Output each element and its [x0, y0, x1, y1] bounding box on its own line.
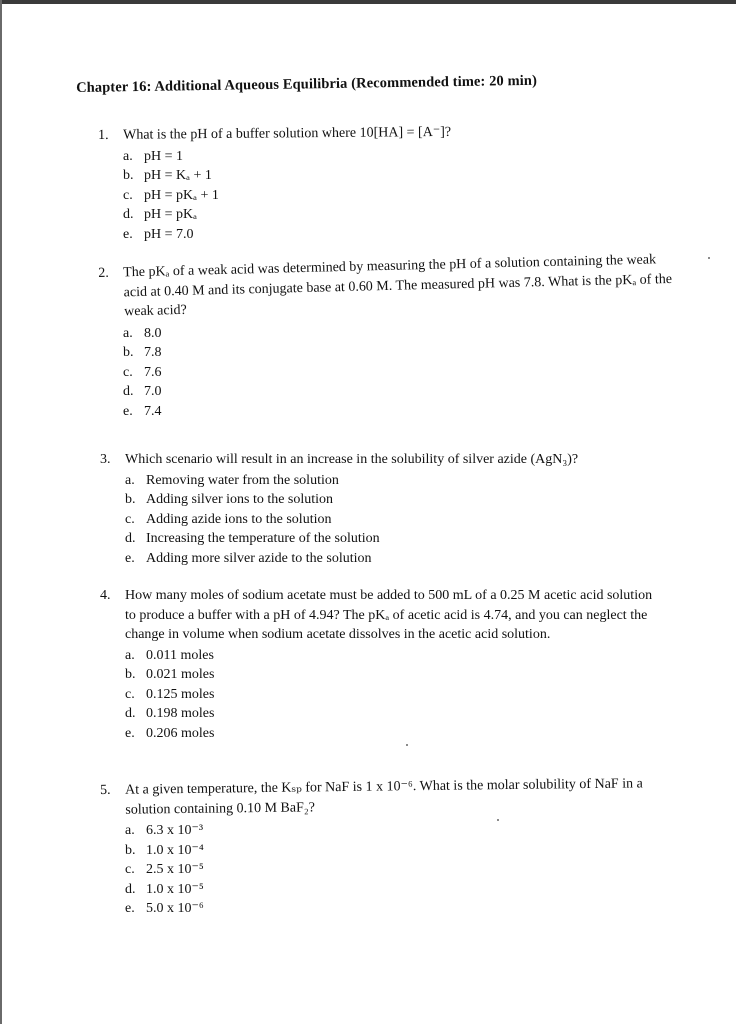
option-c — [123, 186, 658, 206]
option-text: pH = Kₐ + 1 — [144, 168, 212, 183]
question-4 — [100, 586, 660, 743]
option-letter: c. — [123, 187, 133, 203]
scan-speck — [497, 819, 499, 821]
question-number: 5. — [100, 782, 111, 798]
option-letter: b. — [125, 492, 136, 507]
option-text: pH = pKₐ — [144, 207, 197, 222]
option-letter: e. — [125, 725, 135, 741]
option-b — [125, 665, 660, 685]
option-a — [123, 324, 674, 344]
option-list — [98, 147, 658, 245]
option-letter: e. — [123, 226, 133, 242]
scan-speck — [708, 257, 710, 259]
option-e — [123, 402, 674, 422]
scan-speck — [406, 744, 408, 746]
option-d — [123, 205, 658, 225]
option-list — [100, 821, 680, 919]
option-letter: c. — [125, 686, 135, 702]
option-b — [125, 841, 680, 861]
option-text: 0.125 moles — [146, 686, 215, 702]
option-text: Adding more silver azide to the solution — [146, 550, 372, 566]
option-d — [125, 704, 660, 724]
option-letter: c. — [125, 862, 135, 877]
question-3 — [100, 450, 660, 568]
option-a — [125, 821, 680, 841]
option-list — [100, 471, 660, 569]
option-text: pH = pKₐ + 1 — [144, 187, 219, 203]
option-letter: b. — [125, 667, 136, 682]
question-2-stem — [98, 250, 675, 323]
option-text: pH = 1 — [144, 148, 184, 164]
question-4-stem — [100, 586, 660, 645]
option-letter: e. — [125, 901, 135, 916]
option-letter: b. — [123, 345, 134, 360]
option-d — [123, 382, 674, 402]
option-text: 8.0 — [144, 325, 162, 341]
option-letter: c. — [125, 511, 135, 527]
option-a — [123, 147, 658, 167]
option-letter: b. — [123, 168, 134, 183]
option-text: 7.8 — [144, 345, 162, 360]
question-5 — [100, 776, 680, 919]
option-letter: e. — [123, 403, 133, 419]
option-letter: d. — [125, 531, 136, 546]
option-text: pH = 7.0 — [144, 226, 194, 242]
option-e — [125, 549, 660, 569]
left-border — [0, 0, 2, 1024]
option-letter: d. — [125, 881, 136, 897]
option-text: 7.6 — [144, 364, 162, 380]
option-letter: d. — [123, 384, 134, 399]
option-letter: d. — [123, 207, 134, 222]
question-text: At a given temperature, the Kₛₚ for NaF is 1 x 10⁻⁶. What is the molar solubility of NaF in a solution containing 0.10 M BaF₂? — [125, 776, 643, 818]
question-text: Which scenario will result in an increase in the solubility of silver azide (AgN₃)? — [125, 452, 579, 467]
option-list — [98, 324, 674, 422]
option-letter: a. — [123, 148, 133, 164]
option-c — [125, 685, 660, 705]
option-d — [125, 529, 660, 549]
option-letter: a. — [125, 823, 135, 838]
option-text: 6.3 x 10⁻³ — [146, 823, 204, 838]
option-a — [125, 471, 660, 491]
top-border — [0, 0, 736, 4]
question-number: 4. — [100, 588, 111, 603]
option-text: Adding silver ions to the solution — [146, 492, 334, 507]
question-number: 2. — [98, 265, 109, 281]
question-2 — [98, 252, 674, 421]
option-d — [125, 880, 680, 900]
option-c — [123, 363, 674, 383]
option-e — [125, 899, 680, 919]
option-text: 7.0 — [144, 384, 162, 399]
option-letter: a. — [123, 325, 133, 341]
option-letter: e. — [125, 550, 135, 566]
option-text: Adding azide ions to the solution — [146, 511, 332, 527]
option-c — [125, 860, 680, 880]
option-text: 1.0 x 10⁻⁴ — [146, 842, 204, 858]
option-text: 0.011 moles — [146, 647, 214, 663]
question-3-stem — [100, 450, 660, 470]
option-text: 2.5 x 10⁻⁵ — [146, 862, 204, 877]
option-e — [125, 724, 660, 744]
question-text: How many moles of sodium acetate must be added to 500 mL of a 0.25 M acetic acid solution to produce a buffer with a pH of 4.94? The pKₐ of acetic acid is 4.74, and you can neglect the change in volume when sodium acetate dissolves in the acetic acid solution. — [125, 588, 653, 642]
question-5-stem — [100, 774, 680, 820]
option-b — [123, 166, 658, 186]
option-letter: b. — [125, 842, 136, 858]
option-e — [123, 225, 658, 245]
option-text: 0.198 moles — [146, 706, 215, 721]
option-list — [100, 646, 660, 744]
option-c — [125, 510, 660, 530]
option-text: 0.206 moles — [146, 725, 215, 741]
question-number: 3. — [100, 452, 111, 467]
option-text: 1.0 x 10⁻⁵ — [146, 881, 204, 897]
option-letter: d. — [125, 706, 136, 721]
question-text: The pKₐ of a weak acid was determined by measuring the pH of a solution containing the weak acid at 0.40 M and its conjugate base at 0.60 M. The measured pH was 7.8. What is the pKₐ of the weak acid? — [123, 252, 673, 320]
option-letter: c. — [123, 364, 133, 380]
option-text: 7.4 — [144, 403, 162, 419]
option-a — [125, 646, 660, 666]
question-text: What is the pH of a buffer solution where 10[HA] = [A⁻]? — [123, 124, 452, 143]
question-1 — [98, 126, 658, 244]
option-b — [123, 343, 674, 363]
question-1-stem — [98, 121, 658, 145]
question-number: 1. — [98, 127, 109, 143]
page-title: Chapter 16: Additional Aqueous Equilibria (Recommended time: 20 min) — [76, 72, 538, 96]
option-text: Removing water from the solution — [146, 472, 339, 488]
option-text: 0.021 moles — [146, 667, 215, 682]
option-b — [125, 490, 660, 510]
option-text: Increasing the temperature of the solution — [146, 531, 380, 546]
option-letter: a. — [125, 647, 135, 663]
option-letter: a. — [125, 472, 135, 488]
option-text: 5.0 x 10⁻⁶ — [146, 901, 204, 916]
